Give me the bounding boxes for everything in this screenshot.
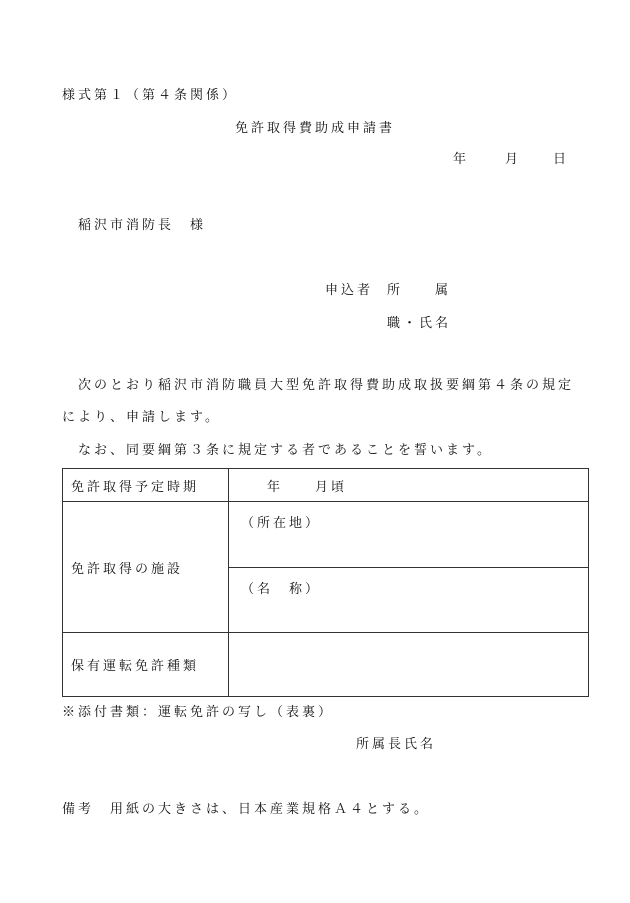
applicant-name: 職・氏名	[387, 316, 452, 331]
body-line-3: なお、同要綱第３条に規定する者であることを誓います。	[78, 443, 493, 458]
addressee: 稲沢市消防長 様	[78, 218, 207, 233]
supervisor-name-label: 所属長氏名	[356, 737, 437, 752]
table-row-facility-address	[63, 502, 589, 568]
attachment-note: ※添付書類：運転免許の写し（表裏）	[62, 705, 335, 720]
form-number: 様式第１（第４条関係）	[62, 88, 239, 103]
license-type-value[interactable]	[229, 633, 589, 697]
body-line-1: 次のとおり稲沢市消防職員大型免許取得費助成取扱要綱第４条の規定	[78, 378, 575, 393]
document-title: 免許取得費助成申請書	[234, 121, 395, 136]
facility-label: 免許取得の施設	[63, 502, 229, 633]
facility-address-label: （所在地）	[241, 516, 322, 531]
body-line-2: により、申請します。	[62, 410, 221, 425]
schedule-label: 免許取得予定時期	[63, 469, 229, 502]
applicant-affiliation: 所 属	[387, 283, 452, 298]
date-month: 月	[505, 152, 522, 167]
table-row-license-type	[63, 633, 589, 697]
license-type-label: 保有運転免許種類	[63, 633, 229, 697]
applicant-label: 申込者	[325, 283, 374, 298]
date-year: 年	[453, 152, 470, 167]
remarks: 備考 用紙の大きさは、日本産業規格Ａ４とする。	[62, 802, 431, 817]
facility-address-cell[interactable]	[229, 502, 589, 568]
schedule-value: 年 月頃	[229, 469, 589, 502]
facility-name-cell[interactable]	[229, 568, 589, 633]
facility-name-label: （名 称）	[241, 582, 322, 597]
date-day: 日	[553, 152, 570, 167]
table-row-schedule	[63, 469, 589, 502]
application-table	[62, 468, 589, 697]
